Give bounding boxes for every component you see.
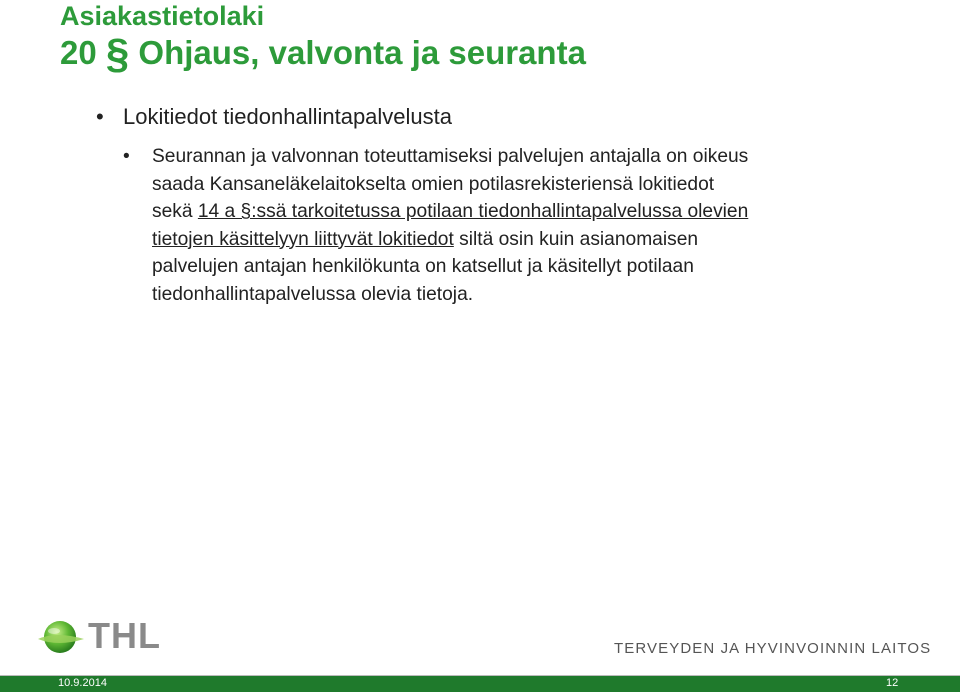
slide-subtitle bbox=[60, 30, 586, 77]
text-line-2: saada Kansaneläkelaitokselta omien potilasrekisteriensä lokitiedot bbox=[152, 173, 715, 195]
bullet-level2 bbox=[123, 143, 913, 308]
text-line-4b: siltä osin kuin asianomaisen bbox=[453, 228, 699, 250]
bullet-dot: • bbox=[96, 104, 104, 129]
section-sign: § bbox=[105, 30, 130, 77]
footer-date: 10.9.2014 bbox=[58, 677, 107, 689]
bullet-level1-text: Lokitiedot tiedonhallintapalvelusta bbox=[123, 104, 453, 129]
text-line-1: Seurannan ja valvonnan toteuttamiseksi palvelujen antajalla on oikeus bbox=[152, 146, 749, 167]
footer-bar bbox=[0, 676, 960, 692]
underlined-reference-2: tietojen käsittelyyn liittyvät lokitiedot bbox=[152, 228, 454, 250]
page-number: 12 bbox=[886, 677, 899, 689]
thl-logo-text: THL bbox=[88, 615, 161, 656]
text-line-5: palvelujen antajan henkilökunta on katsellut ja käsitellyt potilaan bbox=[152, 256, 694, 277]
text-line-6: tiedonhallintapalvelussa olevia tietoja. bbox=[152, 283, 474, 305]
organization-name: TERVEYDEN JA HYVINVOINNIN LAITOS bbox=[614, 640, 932, 657]
bullet-dot: • bbox=[123, 146, 130, 167]
bullet-level2-text bbox=[152, 143, 913, 308]
text-line-3a: sekä bbox=[152, 201, 198, 222]
underlined-reference-1: 14 a §:ssä tarkoitetussa potilaan tiedonhallintapalvelussa olevien bbox=[197, 201, 749, 222]
slide-title: Asiakastietolaki bbox=[60, 1, 265, 31]
subtitle-number: 20 bbox=[60, 34, 97, 71]
subtitle-text: Ohjaus, valvonta ja seuranta bbox=[138, 34, 586, 71]
